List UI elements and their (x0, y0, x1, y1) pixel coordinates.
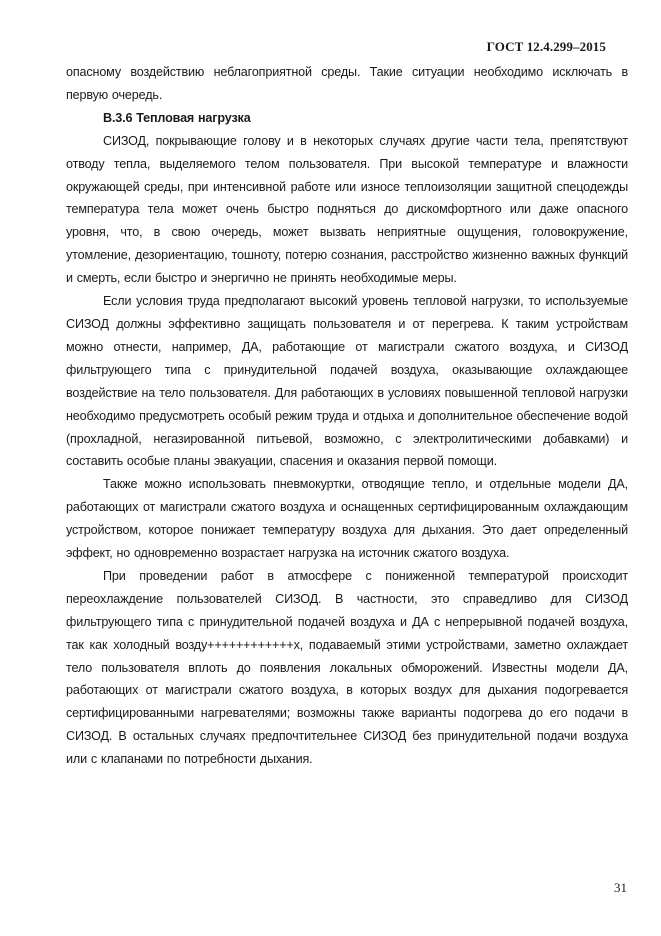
paragraph-cooling-devices: Также можно использовать пневмокуртки, отводящие тепло, и отдельные модели ДА, работающих от магистрали сжатого воздуха и оснащенных сертифицированным охлаждающим устройством, которое понижает температуру воздуха для дыхания. Это дает определенный эффект, но одновременно возрастает нагрузка на источник сжатого воздуха. (66, 477, 628, 561)
paragraph-heat-load-intro: СИЗОД, покрывающие голову и в некоторых случаях другие части тела, препятствуют отводу тепла, выделяемого телом пользователя. При высокой температуре и влажности окружающей среды, при интенсивной работе или износе теплоизоляции защитной спецодежды температура тела может очень быстро подняться до дискомфортного или даже опасного уровня, что, в свою очередь, может вызвать неприятные ощущения, головокружение, утомление, дезориентацию, тошноту, потерю сознания, расстройство жизненно важных функций и смерть, если быстро и энергично не принять необходимые меры. (66, 133, 628, 286)
page-number: 31 (614, 880, 627, 895)
paragraph-high-heat-protection: Если условия труда предполагают высокий уровень тепловой нагрузки, то используемые СИЗОД должны эффективно защищать пользователя и от перегрева. К таким устройствам можно отнести, например, ДА, работающие от магистрали сжатого воздуха, и СИЗОД фильтрующего типа с принудительной подачей воздуха, оказывающие охлаждающее воздействие на тело пользователя. Для работающих в условиях повышенной тепловой нагрузки необходимо предусмотреть особый режим труда и отдыха и дополнительное обеспечение водой (прохладной, негазированной питьевой, возможно, с электролитическими добавками) и составить особые планы эвакуации, спасения и оказания первой помощи. (66, 294, 628, 469)
document-body (66, 61, 628, 771)
document-standard-code: ГОСТ 12.4.299–2015 (486, 39, 606, 54)
section-heading: В.3.6 Тепловая нагрузка (103, 110, 251, 125)
continuation-paragraph: опасному воздействию неблагоприятной среды. Такие ситуации необходимо исключать в первую очередь. (66, 65, 628, 102)
paragraph-low-temperature: При проведении работ в атмосфере с пониженной температурой происходит переохлаждение пользователей СИЗОД. В частности, это справедливо для СИЗОД фильтрующего типа с принудительной подачей воздуха и ДА с непрерывной подачей воздуха, так как холодный возду++++++++++++х, подаваемый этими устройствами, заметно охлаждает тело пользователя вплоть до появления локальных обморожений. Известны модели ДА, работающих от магистрали сжатого воздуха, в которых воздух для дыхания подогревается сертифицированными нагревателями; возможны также варианты подогрева до его подачи в СИЗОД. В остальных случаях предпочтительнее СИЗОД без принудительной подачи воздуха или с клапанами по потребности дыхания. (66, 568, 628, 767)
